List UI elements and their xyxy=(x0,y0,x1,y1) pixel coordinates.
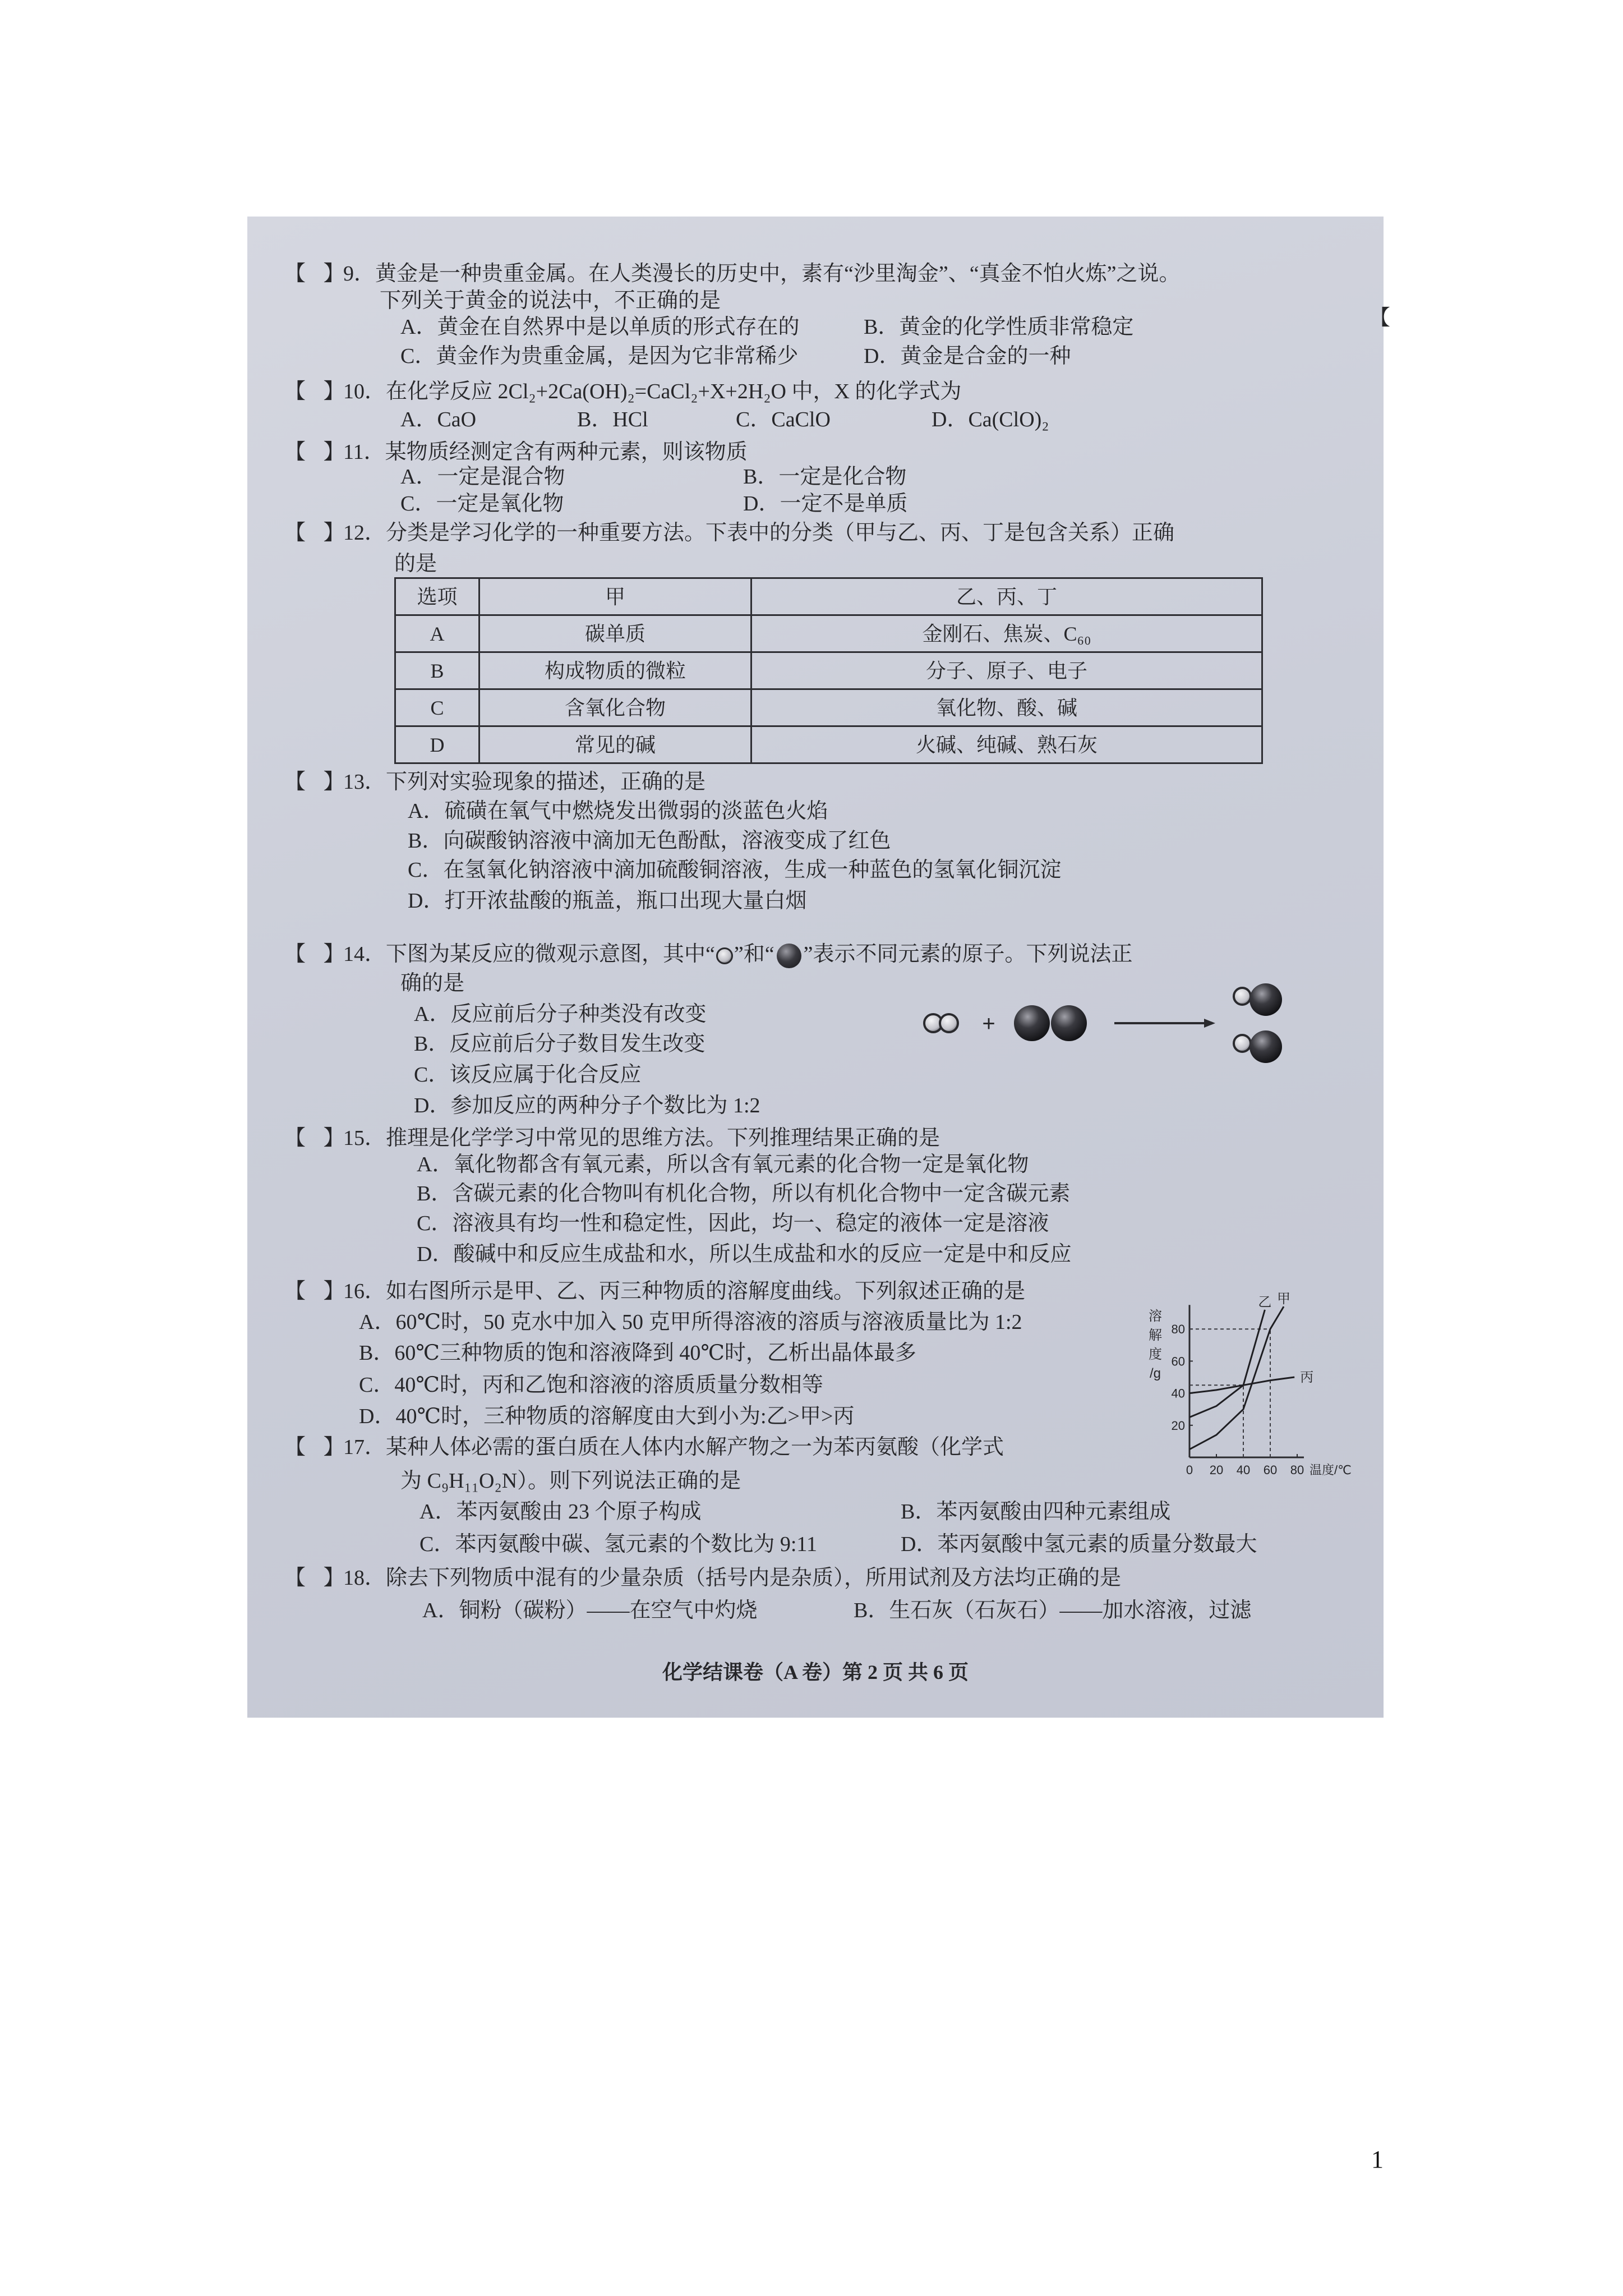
table-row xyxy=(395,689,1262,726)
page-number: 1 xyxy=(1371,2146,1384,2173)
question-number: 9． xyxy=(343,262,376,286)
question-14-stem-line2: 确的是 xyxy=(400,972,465,995)
question-text: 下图为某反应的微观示意图，其中“ xyxy=(386,942,715,966)
option-b: B．一定是化合物 xyxy=(743,465,907,489)
question-text: 下列对实验现象的描述，正确的是 xyxy=(386,770,706,794)
question-12-stem-line2: 的是 xyxy=(394,552,437,576)
series-line xyxy=(1189,1310,1265,1418)
question-13-stem xyxy=(343,767,706,797)
series-line xyxy=(1189,1377,1294,1393)
question-number: 13． xyxy=(343,770,386,794)
question-9-stem-line2: 下列关于黄金的说法中，不正确的是 xyxy=(380,289,721,312)
large-atom-icon xyxy=(777,944,801,968)
x-axis-label: 温度/℃ xyxy=(1310,1463,1352,1477)
option-d: D．酸碱中和反应生成盐和水，所以生成盐和水的反应一定是中和反应 xyxy=(417,1243,1072,1266)
option-d: D．40℃时，三种物质的溶解度由大到小为:乙>甲>丙 xyxy=(359,1405,855,1428)
exam-photo xyxy=(247,217,1391,1718)
answer-bracket: 【 】 xyxy=(284,262,345,286)
answer-bracket: 【 】 xyxy=(284,440,345,464)
large-atom-icon xyxy=(1014,1005,1050,1041)
table-row xyxy=(395,652,1262,689)
option-a: A．黄金在自然界中是以单质的形式存在的 xyxy=(400,315,800,339)
option-c: C．CaClO xyxy=(736,408,831,431)
question-number: 17． xyxy=(343,1435,386,1459)
option-a: A．一定是混合物 xyxy=(400,465,565,489)
question-15-stem xyxy=(343,1124,940,1153)
series-label: 乙 xyxy=(1258,1294,1272,1310)
series-label: 丙 xyxy=(1300,1370,1314,1385)
question-text: 某种人体必需的蛋白质在人体内水解产物之一为苯丙氨酸（化学式 xyxy=(386,1435,1004,1459)
table-cell: D xyxy=(395,726,479,763)
large-atom-icon xyxy=(1051,1005,1087,1041)
classification-table xyxy=(394,577,1263,764)
reactant-small-molecule xyxy=(924,1014,958,1032)
option-b: B．含碳元素的化合物叫有机化合物，所以有机化合物中一定含碳元素 xyxy=(417,1182,1071,1205)
edge-bracket: 【 xyxy=(1369,306,1391,330)
answer-bracket: 【 】 xyxy=(284,942,345,966)
question-number: 15． xyxy=(343,1126,386,1150)
y-tick-label: 60 xyxy=(1171,1354,1185,1369)
table-cell: 氧化物、酸、碱 xyxy=(751,689,1262,726)
question-12-stem xyxy=(343,518,1174,547)
question-text: 分类是学习化学的一种重要方法。下表中的分类（甲与乙、丙、丁是包含关系）正确 xyxy=(386,521,1175,545)
x-tick-label: 0 xyxy=(1186,1463,1193,1477)
table-row xyxy=(395,726,1262,763)
option-b: B．反应前后分子数目发生改变 xyxy=(414,1032,706,1056)
question-number: 14． xyxy=(343,942,386,966)
table-cell: 构成物质的微粒 xyxy=(479,652,751,689)
option-a: A．CaO xyxy=(400,408,477,431)
option-d: D．参加反应的两种分子个数比为 1:2 xyxy=(414,1094,760,1117)
x-tick-label: 60 xyxy=(1263,1463,1278,1477)
x-tick-label: 20 xyxy=(1209,1463,1224,1477)
small-atom-icon xyxy=(1234,988,1251,1005)
option-a: A．60℃时，50 克水中加入 50 克甲所得溶液的溶质与溶液质量比为 1:2 xyxy=(359,1310,1022,1334)
question-number: 11． xyxy=(343,440,385,464)
table-row xyxy=(395,615,1262,652)
question-text: 如右图所示是甲、乙、丙三种物质的溶解度曲线。下列叙述正确的是 xyxy=(386,1280,1026,1303)
question-17-stem xyxy=(343,1433,1004,1462)
question-text: ”表示不同元素的原子。下列说法正 xyxy=(803,942,1133,966)
option-b: B．黄金的化学性质非常稳定 xyxy=(864,315,1134,339)
option-a: A．铜粉（碳粉）——在空气中灼烧 xyxy=(422,1599,758,1622)
question-14-stem xyxy=(343,940,1133,969)
answer-bracket: 【 】 xyxy=(284,1280,345,1303)
table-cell: C xyxy=(395,689,479,726)
answer-bracket: 【 】 xyxy=(284,380,345,403)
reactant-large-molecule xyxy=(1014,1005,1087,1041)
exam-footer: 化学结课卷（A 卷）第 2 页 共 6 页 xyxy=(662,1661,969,1683)
table-header: 乙、丙、丁 xyxy=(751,578,1262,615)
answer-bracket: 【 】 xyxy=(284,1566,345,1590)
plus-sign: + xyxy=(982,1011,995,1036)
option-d: D．Ca(ClO)₂ xyxy=(932,408,1049,431)
small-atom-icon xyxy=(1234,1035,1251,1052)
question-number: 16． xyxy=(343,1280,386,1303)
question-text: 除去下列物质中混有的少量杂质（括号内是杂质），所用试剂及方法均正确的是 xyxy=(386,1566,1122,1590)
question-text: 黄金是一种贵重金属。在人类漫长的历史中，素有“沙里淘金”、“真金不怕火炼”之说。 xyxy=(375,262,1181,286)
question-number: 10． xyxy=(343,380,386,403)
question-16-stem xyxy=(343,1277,1025,1306)
question-number: 12． xyxy=(343,521,386,545)
table-header: 选项 xyxy=(395,578,479,615)
table-cell: 分子、原子、电子 xyxy=(751,652,1262,689)
answer-bracket: 【 】 xyxy=(284,1435,345,1459)
option-c: C．在氢氧化钠溶液中滴加硫酸铜溶液，生成一种蓝色的氢氧化铜沉淀 xyxy=(408,858,1062,882)
option-b: B．苯丙氨酸由四种元素组成 xyxy=(901,1500,1171,1524)
series-label: 甲 xyxy=(1277,1291,1290,1307)
question-text: 推理是化学学习中常见的思维方法。下列推理结果正确的是 xyxy=(386,1126,940,1150)
option-a: A．硫磺在氧气中燃烧发出微弱的淡蓝色火焰 xyxy=(408,799,828,823)
option-c: C．溶液具有均一性和稳定性，因此，均一、稳定的液体一定是溶液 xyxy=(417,1212,1049,1235)
table-cell: 常见的碱 xyxy=(479,726,751,763)
small-atom-icon xyxy=(716,947,733,964)
y-tick-label: 40 xyxy=(1171,1386,1185,1401)
question-text: ”和“ xyxy=(734,942,774,966)
table-cell: 含氧化合物 xyxy=(479,689,751,726)
table-cell: B xyxy=(395,652,479,689)
table-cell: A xyxy=(395,615,479,652)
large-atom-icon xyxy=(1249,983,1282,1016)
table-header-row xyxy=(395,578,1262,615)
option-a: A．反应前后分子种类没有改变 xyxy=(414,1002,707,1026)
option-b: B．60℃三种物质的饱和溶液降到 40℃时，乙析出晶体最多 xyxy=(359,1341,916,1365)
series-line xyxy=(1189,1306,1284,1450)
y-axis-label: 解 xyxy=(1149,1328,1162,1343)
reaction-arrow-icon xyxy=(1114,1019,1215,1028)
question-10-stem xyxy=(343,377,961,406)
option-a: A．氧化物都含有氧元素，所以含有氧元素的化合物一定是氧化物 xyxy=(417,1153,1029,1176)
option-d: D．打开浓盐酸的瓶盖，瓶口出现大量白烟 xyxy=(408,889,807,913)
question-9-stem xyxy=(343,259,1180,288)
question-18-stem xyxy=(343,1563,1121,1593)
answer-bracket: 【 】 xyxy=(284,770,345,794)
table-cell: 金刚石、焦炭、C₆₀ xyxy=(751,615,1262,652)
y-tick-label: 80 xyxy=(1171,1322,1185,1337)
small-atom-icon xyxy=(940,1014,958,1032)
solubility-chart xyxy=(1141,1292,1362,1489)
x-tick-label: 40 xyxy=(1236,1463,1251,1477)
option-c: C．40℃时，丙和乙饱和溶液的溶质质量分数相等 xyxy=(359,1373,823,1397)
answer-bracket: 【 】 xyxy=(284,521,345,545)
x-tick-label: 80 xyxy=(1290,1463,1304,1477)
option-c: C．黄金作为贵重金属，是因为它非常稀少 xyxy=(400,344,799,368)
option-b: B．生石灰（石灰石）——加水溶液，过滤 xyxy=(854,1599,1252,1622)
option-d: D．一定不是单质 xyxy=(743,492,908,516)
option-c: C．该反应属于化合反应 xyxy=(414,1063,642,1087)
large-atom-icon xyxy=(1249,1030,1282,1063)
option-d: D．苯丙氨酸中氢元素的质量分数最大 xyxy=(901,1533,1257,1556)
y-tick-label: 20 xyxy=(1171,1418,1185,1433)
reaction-diagram xyxy=(909,974,1302,1075)
question-17-stem-line2: 为 C₉H₁₁O₂N）。则下列说法正确的是 xyxy=(400,1469,741,1493)
option-d: D．黄金是合金的一种 xyxy=(864,344,1071,368)
answer-bracket: 【 】 xyxy=(284,1126,345,1150)
question-number: 18． xyxy=(343,1566,386,1590)
y-axis-label: 溶 xyxy=(1149,1309,1162,1324)
question-text: 某物质经测定含有两种元素，则该物质 xyxy=(385,440,748,464)
option-a: A．苯丙氨酸由 23 个原子构成 xyxy=(419,1500,702,1524)
option-c: C．一定是氧化物 xyxy=(400,492,564,516)
table-cell: 碳单质 xyxy=(479,615,751,652)
product-molecule xyxy=(1234,983,1282,1016)
option-b: B．HCl xyxy=(577,408,648,431)
y-axis-label: /g xyxy=(1149,1366,1161,1381)
table-cell: 火碱、纯碱、熟石灰 xyxy=(751,726,1262,763)
y-axis-label: 度 xyxy=(1149,1347,1162,1362)
option-c: C．苯丙氨酸中碳、氢元素的个数比为 9:11 xyxy=(419,1533,817,1556)
question-text: 在化学反应 2Cl₂+2Ca(OH)₂=CaCl₂+X+2H₂O 中，X 的化学式为 xyxy=(386,380,962,403)
product-molecule xyxy=(1234,1030,1282,1063)
table-header: 甲 xyxy=(479,578,751,615)
option-b: B．向碳酸钠溶液中滴加无色酚酞，溶液变成了红色 xyxy=(408,829,891,853)
